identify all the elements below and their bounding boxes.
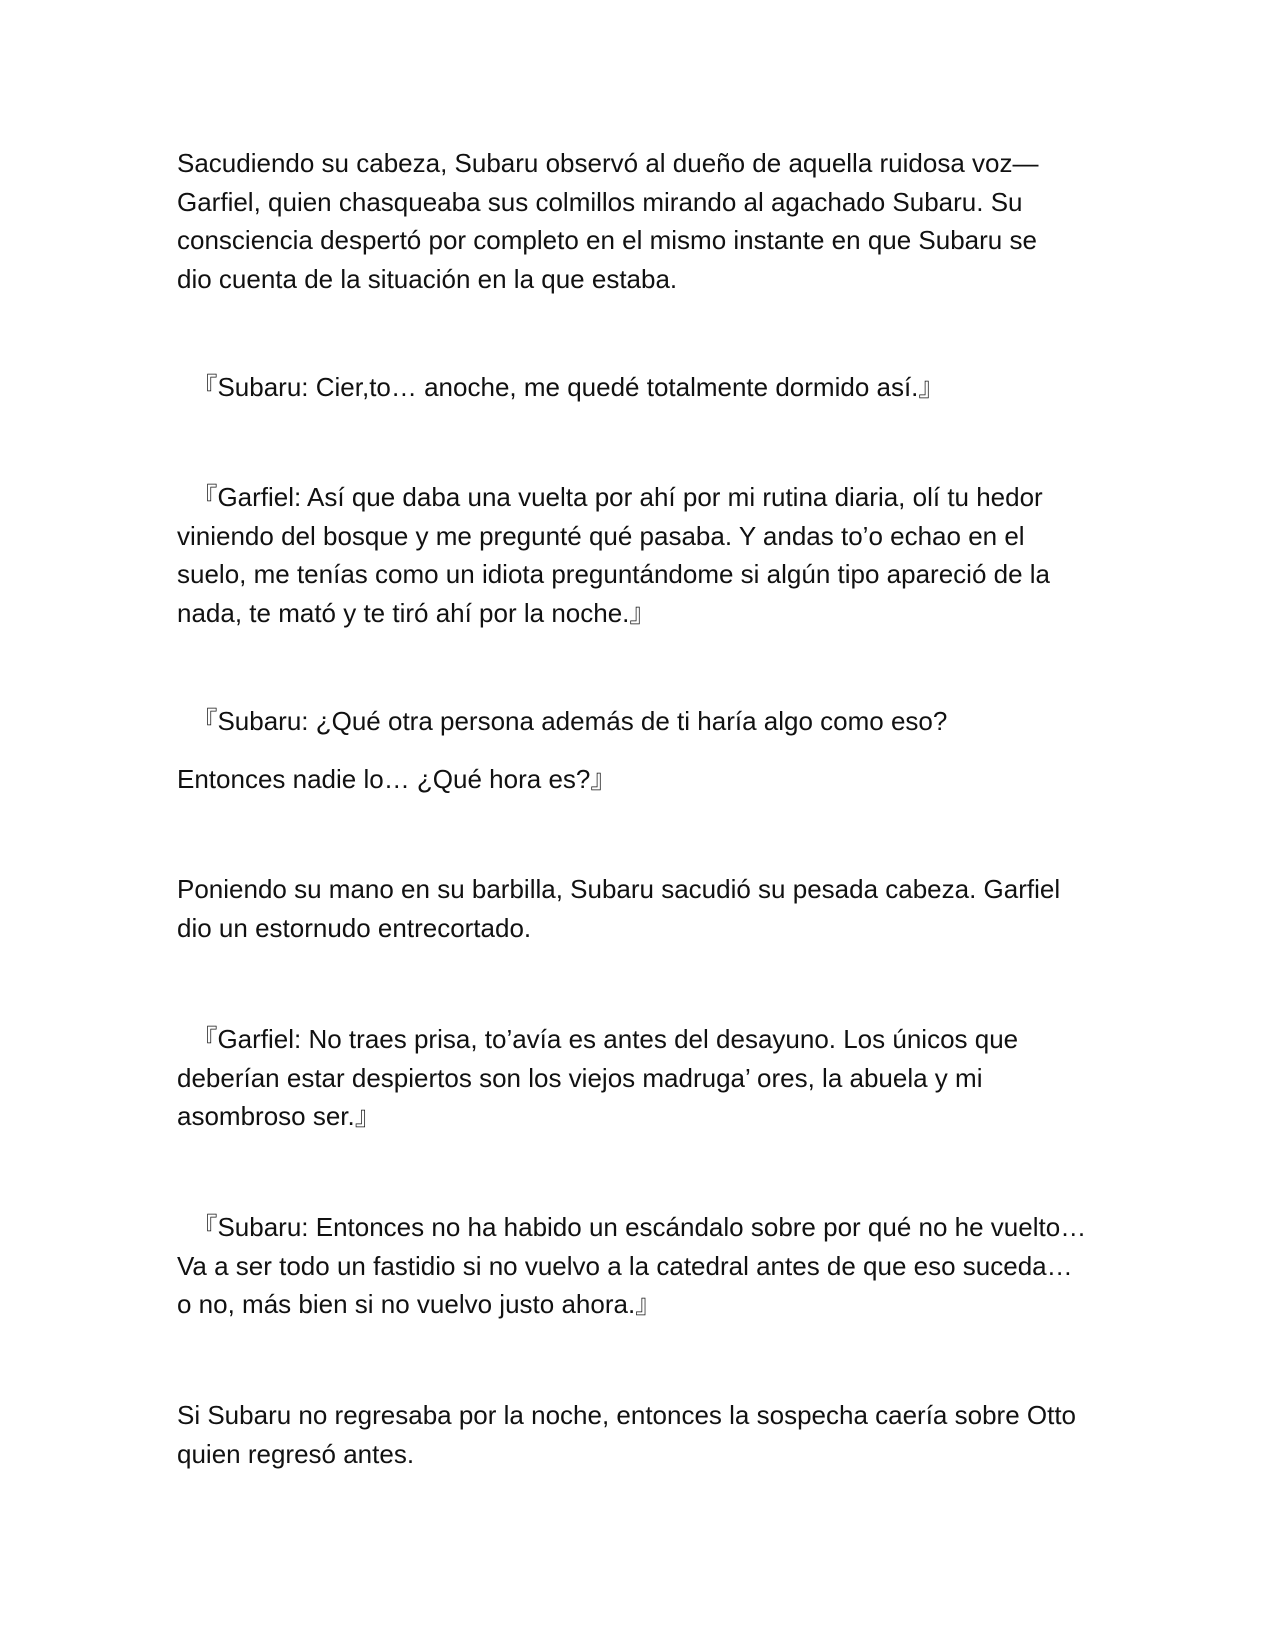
text-line: 『Subaru: Entonces no ha habido un escándalo sobre por qué no he vuelto… <box>177 1212 1087 1242</box>
text-line: Sacudiendo su cabeza, Subaru observó al dueño de aquella ruidosa voz— <box>177 148 1039 178</box>
paragraph-narration-3 <box>177 1396 1107 1473</box>
text-line: o no, más bien si no vuelvo justo ahora.』 <box>177 1289 662 1319</box>
text-line: dio un estornudo entrecortado. <box>177 912 532 943</box>
text-line: quien regresó antes. <box>177 1438 415 1469</box>
text-line: Poniendo su mano en su barbilla, Subaru sacudió su pesada cabeza. Garfiel <box>177 874 1061 904</box>
text-line: Entonces nadie lo… ¿Qué hora es?』 <box>177 764 617 794</box>
text-line: 『Garfiel: Así que daba una vuelta por ahí por mi rutina diaria, olí tu hedor <box>177 482 1043 512</box>
text-line: Va a ser todo un fastidio si no vuelvo a la catedral antes de que eso suceda… <box>177 1250 1073 1281</box>
paragraph-dialogue-subaru-1 <box>177 368 1107 407</box>
text-line: asombroso ser.』 <box>177 1101 381 1131</box>
paragraph-dialogue-subaru-2-continued <box>177 760 1107 799</box>
text-line: dio cuenta de la situación en la que estaba. <box>177 263 678 294</box>
text-line: suelo, me tenías como un idiota preguntándome si algún tipo apareció de la <box>177 559 1051 589</box>
text-line: nada, te mató y te tiró ahí por la noche.』 <box>177 597 656 628</box>
text-line: consciencia despertó por completo en el mismo instante en que Subaru se <box>177 225 1037 255</box>
paragraph-dialogue-garfiel-2 <box>177 1020 1107 1136</box>
paragraph-narration-2 <box>177 870 1107 947</box>
text-line: viniendo del bosque y me pregunté qué pasaba. Y andas to’o echao en el <box>177 520 1025 551</box>
paragraph-dialogue-subaru-3 <box>177 1208 1107 1324</box>
text-line: Si Subaru no regresaba por la noche, entonces la sospecha caería sobre Otto <box>177 1400 1077 1430</box>
text-line: 『Subaru: ¿Qué otra persona además de ti haría algo como eso? <box>177 706 948 736</box>
paragraph-dialogue-subaru-2 <box>177 702 1107 741</box>
text-line: 『Subaru: Cier,to… anoche, me quedé totalmente dormido así.』 <box>177 372 945 402</box>
paragraph-narration-1 <box>177 144 1107 298</box>
paragraph-dialogue-garfiel-1 <box>177 478 1107 632</box>
text-line: deberían estar despiertos son los viejos madruga’ ores, la abuela y mi <box>177 1062 983 1093</box>
text-line: Garfiel, quien chasqueaba sus colmillos mirando al agachado Subaru. Su <box>177 186 1023 217</box>
text-line: 『Garfiel: No traes prisa, to’avía es antes del desayuno. Los únicos que <box>177 1024 1019 1054</box>
